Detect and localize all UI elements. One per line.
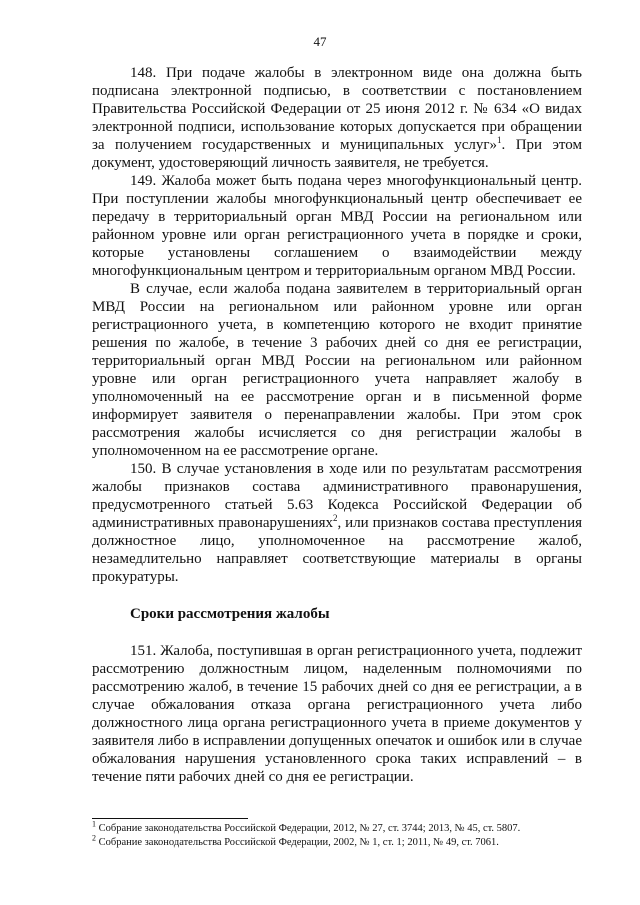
paragraph-148-text-b: . При этом документ, удостоверяющий личность заявителя, не требуется. [92,137,582,171]
footnote-ref-1: 1 [497,135,502,145]
paragraph-150-text-a: 150. В случае установления в ходе или по результатам рассмотрения жалобы признаков состава административного правонарушения, предусмотренного статьей 5.63 Кодекса Российской Федерации об административных правонарушениях [92,461,582,531]
footnote-marker-2: 2 [92,833,96,843]
section-heading: Сроки рассмотрения жалобы [130,606,330,622]
paragraph-148-text-a: 148. При подаче жалобы в электронном виде она должна быть подписана электронной подписью, в соответствии с постановлением Правительства Российской Федерации от 25 июня 2012 г. № 634 «О видах электронной подписи, использование которых допускается при обращении за получением государственных и муниципальных услуг» [92,65,582,153]
paragraph-150 [92,460,582,586]
paragraph-150-text-b: , или признаков состава преступления должностное лицо, уполномоченное на рассмотрение жалоб, незамедлительно направляет соответствующие материалы в органы прокуратуры. [92,515,582,585]
footnote-divider [92,818,248,819]
document-body [92,64,582,786]
footnote-ref-2: 2 [333,513,338,523]
footnote-text-2: Собрание законодательства Российской Федерации, 2002, № 1, ст. 1; 2011, № 49, ст. 7061. [98,837,499,848]
paragraph-149: 149. Жалоба может быть подана через многофункциональный центр. При поступлении жалобы многофункциональный центр обеспечивает ее передачу в территориальный орган МВД России на региональном или районном уровне или орган регистрационного учета в порядке и сроки, которые установлены соглашением о взаимодействии между многофункциональным центром и территориальным органом МВД России. [92,173,582,279]
footnote-text-1: Собрание законодательства Российской Федерации, 2012, № 27, ст. 3744; 2013, № 45, ст. 5807. [98,823,521,834]
footnote-2 [92,833,582,850]
paragraph-149-continuation: В случае, если жалоба подана заявителем в территориальный орган МВД России на региональном или районном уровне или орган регистрационного учета, в компетенцию которого не входит принятие решения по жалобе, в течение 3 рабочих дней со дня ее регистрации, территориальный орган МВД России на региональном или районном уровне или орган регистрационного учета направляет жалобу в уполномоченный на ее рассмотрение орган и в письменной форме информирует заявителя о перенаправлении жалобы. При этом срок рассмотрения жалобы исчисляется со дня регистрации жалобы в уполномоченном на ее рассмотрение органе. [92,281,582,459]
page-number: 47 [313,34,327,49]
footnote-marker-1: 1 [92,819,96,829]
paragraph-151: 151. Жалоба, поступившая в орган регистрационного учета, подлежит рассмотрению должностным лицом, наделенным полномочиями по рассмотрению жалоб, в течение 15 рабочих дней со дня ее регистрации, а в случае обжалования отказа органа регистрационного учета либо должностного лица органа регистрационного учета в приеме документов у заявителя либо в исправлении допущенных опечаток и ошибок или в случае обжалования нарушения установленного срока таких исправлений – в течение пяти рабочих дней со дня ее регистрации. [92,643,582,785]
footnote-1 [92,819,582,836]
footnotes [92,818,582,850]
paragraph-148 [92,64,582,172]
